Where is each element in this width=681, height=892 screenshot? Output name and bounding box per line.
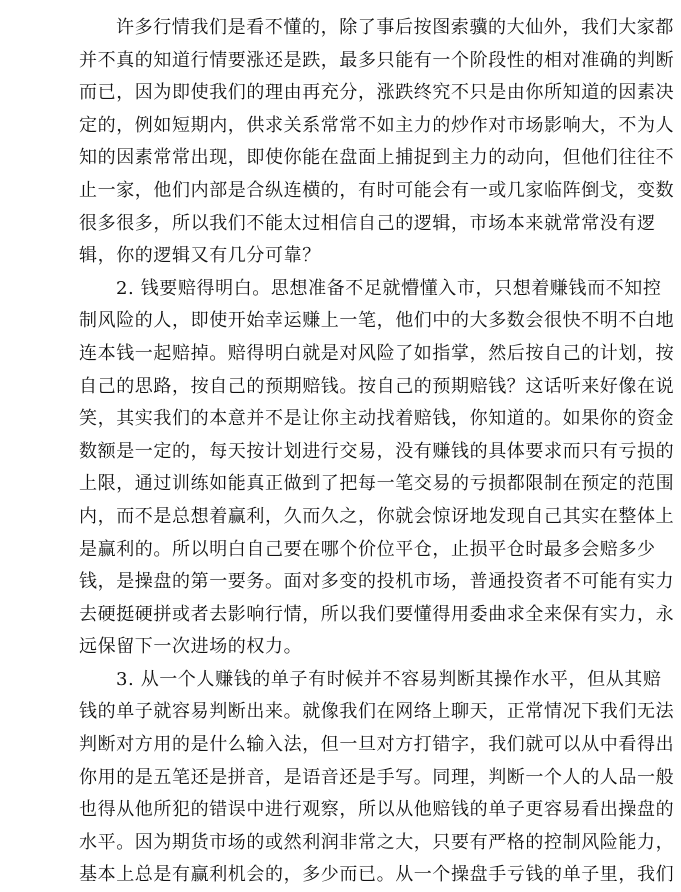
text-line: 是赢利的。所以明白自己要在哪个价位平仓，止损平仓时最多会赔多少 [79,538,656,560]
text-line: 止一家，他们内部是合纵连横的，有时可能会有一或几家临阵倒戈，变数 [79,179,675,201]
text-line: 内，而不是总想着赢利，久而久之，你就会惊讶地发现自己其实在整体上 [79,505,675,527]
text-line: 钱，是操盘的第一要务。面对多变的投机市场，普通投资者不可能有实力 [79,571,675,593]
body-text [79,12,675,892]
text-line: 连本钱一起赔掉。赔得明白就是对风险了如指掌，然后按自己的计划，按 [79,342,675,364]
text-line: 钱的单子就容易判断出来。就像我们在网络上聊天，正常情况下我们无法 [79,701,675,723]
text-line: 水平。因为期货市场的或然利润非常之大，只要有严格的控制风险能力， [79,831,675,853]
text-line: 辑，你的逻辑又有几分可靠？ [79,245,321,267]
paragraph-2-start: 2. 钱要赔得明白。思想准备不足就懵懂入市，只想着赚钱而不知控 [116,277,662,299]
text-line: 数额是一定的，每天按计划进行交易，没有赚钱的具体要求而只有亏损的 [79,440,675,462]
text-line: 去硬挺硬拼或者去影响行情，所以我们要懂得用委曲求全来保有实力，永 [79,603,675,625]
text-line: 自己的思路，按自己的预期赔钱。按自己的预期赔钱？这话听来好像在说 [79,375,675,397]
text-line: 而已，因为即使我们的理由再充分，涨跌终究不只是由你所知道的因素决 [79,82,675,104]
text-line: 许多行情我们是看不懂的，除了事后按图索骥的大仙外，我们大家都 [116,17,674,38]
text-line: 并不真的知道行情要涨还是跌，最多只能有一个阶段性的相对准确的判断 [79,49,675,71]
text-line: 很多很多，所以我们不能太过相信自己的逻辑，市场本来就常常没有逻 [79,212,656,234]
text-line: 笑，其实我们的本意并不是让你主动找着赔钱，你知道的。如果你的资金 [79,408,675,430]
text-line: 你用的是五笔还是拼音，是语音还是手写。同理，判断一个人的人品一般 [79,766,675,788]
paragraph-3-start: 3. 从一个人赚钱的单子有时候并不容易判断其操作水平，但从其赔 [116,668,662,690]
text-line: 定的，例如短期内，供求关系常常不如主力的炒作对市场影响大，不为人 [79,114,675,136]
text-line: 也得从他所犯的错误中进行观察，所以从他赔钱的单子更容易看出操盘的 [79,799,675,821]
text-line: 制风险的人，即使开始幸运赚上一笔，他们中的大多数会很快不明不白地 [79,310,675,332]
text-line: 远保留下一次进场的权力。 [79,636,303,658]
text-line: 知的因素常常出现，即使你能在盘面上捕捉到主力的动向，但他们往往不 [79,147,675,169]
text-line: 基本上总是有赢利机会的，多少而已。从一个操盘手亏钱的单子里，我们 [79,864,675,886]
text-line: 判断对方用的是什么输入法，但一旦对方打错字，我们就可以从中看得出 [79,734,675,756]
text-line: 上限，通过训练如能真正做到了把每一笔交易的亏损都限制在预定的范围 [79,473,675,495]
